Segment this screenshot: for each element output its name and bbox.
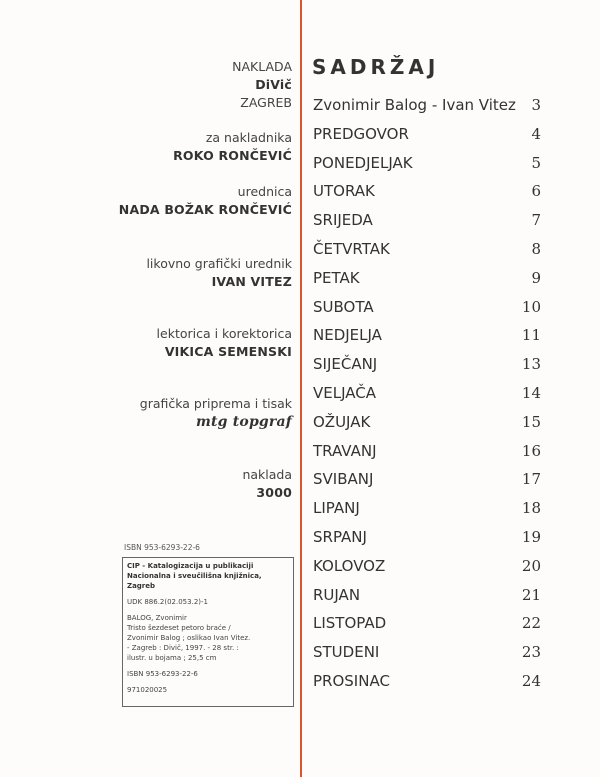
toc-item-label: SIJEČANJ <box>313 355 378 374</box>
toc-item-label: ČETVRTAK <box>313 239 390 258</box>
toc-item-label: SRIJEDA <box>313 211 373 230</box>
toc-item-page: 10 <box>521 297 541 316</box>
print-run-value: 3000 <box>256 485 292 500</box>
toc-item-page: 8 <box>531 239 541 258</box>
toc-item-page: 22 <box>521 614 541 633</box>
toc-item-page: 17 <box>521 470 541 489</box>
cip-box <box>122 557 294 707</box>
toc-item-page: 19 <box>521 527 541 546</box>
toc-item <box>313 96 541 125</box>
cip-udk: UDK 886.2(02.053.2)-1 <box>127 598 208 606</box>
toc-item <box>313 557 541 586</box>
isbn-top: ISBN 953-6293-22-6 <box>124 543 200 552</box>
toc-item-page: 23 <box>521 643 541 662</box>
toc-item-page: 21 <box>521 585 541 604</box>
toc-item-label: SRPANJ <box>313 527 367 546</box>
toc-item-page: 4 <box>531 124 541 143</box>
toc-item <box>313 298 541 327</box>
toc-item-page: 7 <box>531 211 541 230</box>
toc-item-label: SVIBANJ <box>313 470 374 489</box>
print-name: mtg topgraf <box>196 414 292 430</box>
toc-item <box>313 586 541 615</box>
art-editor-name: IVAN VITEZ <box>211 274 292 289</box>
toc-item <box>313 182 541 211</box>
toc-item <box>313 326 541 355</box>
toc-item <box>313 614 541 643</box>
toc-item-page: 16 <box>521 441 541 460</box>
toc-item-page: 3 <box>531 96 541 114</box>
toc-item-label: PETAK <box>313 268 360 287</box>
proofreader-name: VIKICA SEMENSKI <box>164 344 292 359</box>
toc-item-label: VELJAČA <box>313 383 376 402</box>
toc-item-page: 15 <box>521 412 541 431</box>
toc-title: SADRŽAJ <box>312 55 440 79</box>
toc-item-label: LIPANJ <box>313 499 360 518</box>
cip-line: BALOG, Zvonimir <box>127 614 187 622</box>
print-role: grafička priprema i tisak <box>139 396 292 411</box>
editor-name: NADA BOŽAK RONČEVIĆ <box>118 202 292 217</box>
toc-item-label: RUJAN <box>313 585 361 604</box>
toc-item-label: LISTOPAD <box>313 614 387 633</box>
toc-item-page: 20 <box>521 556 541 575</box>
toc-item-page: 13 <box>521 355 541 374</box>
for-publisher-role: za nakladnika <box>205 130 292 145</box>
toc-item-page: 9 <box>531 268 541 287</box>
toc-item-label: PONEDJELJAK <box>313 153 413 172</box>
toc-item-label: PREDGOVOR <box>313 124 409 143</box>
toc-item <box>313 269 541 298</box>
cip-header-1: CIP - Katalogizacija u publikaciji <box>127 562 254 570</box>
toc-item-label: SUBOTA <box>313 297 374 316</box>
toc-item <box>313 470 541 499</box>
print-run-block <box>20 466 292 502</box>
publisher-block <box>20 58 292 112</box>
cip-header-2: Nacionalna i sveučilišna knjižnica, Zagreb <box>127 572 262 590</box>
toc-item <box>313 643 541 672</box>
toc-item <box>313 413 541 442</box>
for-publisher-block <box>20 129 292 165</box>
editor-block <box>20 183 292 219</box>
cip-isbn: ISBN 953-6293-22-6 <box>127 670 198 678</box>
toc-item <box>313 240 541 269</box>
proofreader-block <box>20 325 292 361</box>
toc-item-page: 24 <box>521 671 541 690</box>
toc-item <box>313 355 541 384</box>
toc-item <box>313 384 541 413</box>
art-editor-block <box>20 255 292 291</box>
toc-item-page: 5 <box>531 153 541 172</box>
toc-list <box>313 96 541 701</box>
toc-item-page: 11 <box>521 326 541 345</box>
print-run-role: naklada <box>242 467 292 482</box>
toc-item <box>313 672 541 701</box>
cip-number: 971020025 <box>127 686 168 694</box>
cip-line: Tristo šezdeset petoro braće / <box>127 624 231 632</box>
cip-line: - Zagreb : Divič, 1997. - 28 str. : <box>127 644 239 652</box>
toc-item-label: TRAVANJ <box>313 441 377 460</box>
publisher-city: ZAGREB <box>240 95 292 110</box>
toc-item <box>313 442 541 471</box>
toc-item <box>313 154 541 183</box>
publisher-name: DiVič <box>255 77 292 92</box>
print-block <box>20 395 292 431</box>
toc-item-label: KOLOVOZ <box>313 556 386 575</box>
toc-item-page: 14 <box>521 383 541 402</box>
page-divider <box>300 0 302 777</box>
cip-line: Zvonimir Balog ; oslikao Ivan Vitez. <box>127 634 251 642</box>
toc-item-label: Zvonimir Balog - Ivan Vitez <box>313 96 516 114</box>
toc-item <box>313 125 541 154</box>
publisher-role: NAKLADA <box>232 59 292 74</box>
toc-item-label: PROSINAC <box>313 671 390 690</box>
proofreader-role: lektorica i korektorica <box>156 326 292 341</box>
toc-item <box>313 528 541 557</box>
toc-item-label: OŽUJAK <box>313 412 371 431</box>
toc-item-label: UTORAK <box>313 182 375 201</box>
cip-line: ilustr. u bojama ; 25,5 cm <box>127 654 217 662</box>
toc-item-page: 6 <box>531 182 541 201</box>
toc-item-label: NEDJELJA <box>313 326 382 345</box>
for-publisher-name: ROKO RONČEVIĆ <box>173 148 292 163</box>
toc-item <box>313 211 541 240</box>
editor-role: urednica <box>237 184 292 199</box>
art-editor-role: likovno grafički urednik <box>146 256 292 271</box>
toc-item-page: 18 <box>521 499 541 518</box>
toc-item <box>313 499 541 528</box>
toc-item-label: STUDENI <box>313 643 380 662</box>
